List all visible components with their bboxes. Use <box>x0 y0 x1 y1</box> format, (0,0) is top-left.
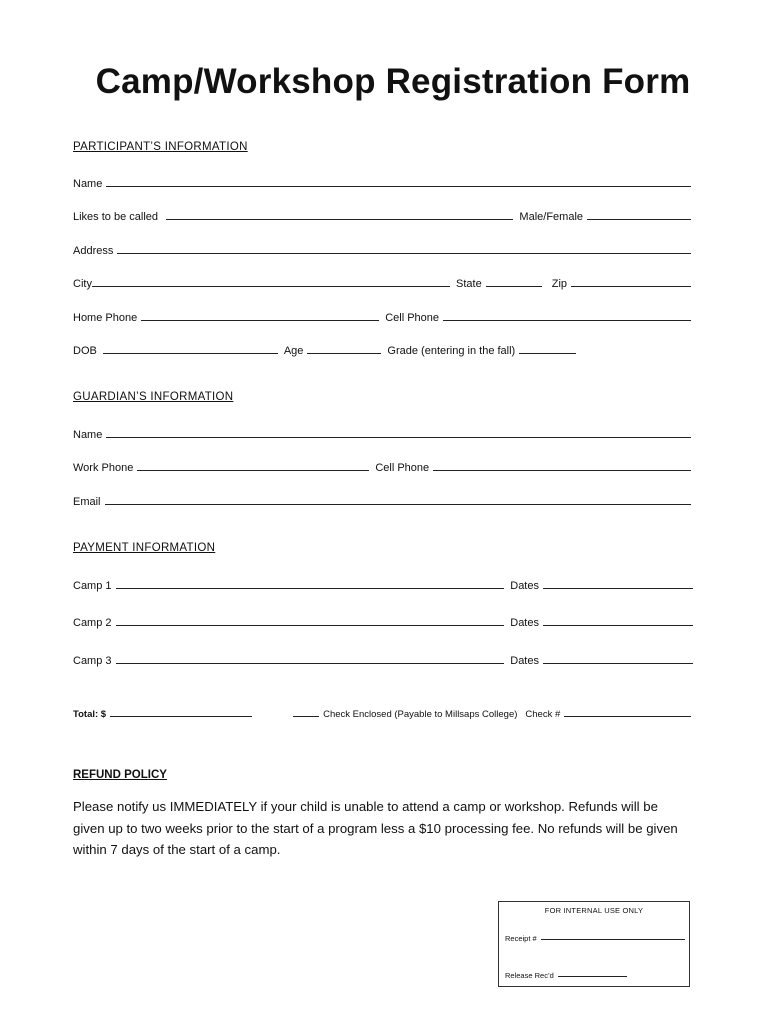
release-field[interactable] <box>558 976 627 977</box>
camp-row <box>73 613 693 629</box>
state-label: State <box>456 278 482 290</box>
address-label: Address <box>73 245 114 257</box>
participant-heading: PARTICIPANT’S INFORMATION <box>73 141 248 153</box>
home-phone-label: Home Phone <box>73 312 138 324</box>
participant-cell-phone-label: Cell Phone <box>385 312 440 324</box>
email-label: Email <box>73 496 101 508</box>
grade-label: Grade (entering in the fall) <box>387 345 516 357</box>
camp-2-label: Camp 2 <box>73 617 112 629</box>
participant-name-field[interactable] <box>106 186 691 187</box>
payment-heading: PAYMENT INFORMATION <box>73 542 216 554</box>
gender-label: Male/Female <box>519 211 583 223</box>
likes-field[interactable] <box>166 219 513 220</box>
camp-2-dates-field[interactable] <box>543 625 693 626</box>
zip-field[interactable] <box>571 286 691 287</box>
city-row <box>73 274 691 290</box>
camp-3-dates-field[interactable] <box>543 663 693 664</box>
check-number-label: Check # <box>525 709 561 720</box>
dob-row <box>73 341 593 357</box>
release-label: Release Rec’d <box>505 971 554 980</box>
dob-label: DOB <box>73 345 97 357</box>
camp-2-field[interactable] <box>116 625 505 626</box>
guardian-name-row <box>73 425 691 441</box>
check-number-field[interactable] <box>564 716 691 717</box>
address-field[interactable] <box>117 253 691 254</box>
refund-heading: REFUND POLICY <box>73 769 167 781</box>
age-label: Age <box>283 345 304 357</box>
receipt-field[interactable] <box>541 939 685 940</box>
total-field[interactable] <box>110 716 252 717</box>
email-row <box>73 492 691 508</box>
camp-1-dates-field[interactable] <box>543 588 693 589</box>
receipt-row <box>505 931 685 943</box>
page-title: Camp/Workshop Registration Form <box>95 62 691 101</box>
guardian-cell-phone-label: Cell Phone <box>375 462 430 474</box>
participant-cell-phone-field[interactable] <box>443 320 691 321</box>
guardian-name-label: Name <box>73 429 103 441</box>
internal-use-title: FOR INTERNAL USE ONLY <box>544 906 644 915</box>
work-phone-label: Work Phone <box>73 462 134 474</box>
city-field[interactable] <box>92 286 450 287</box>
camp-2-dates-label: Dates <box>510 617 539 629</box>
participant-phone-row <box>73 308 691 324</box>
participant-name-label: Name <box>73 178 103 190</box>
refund-text: Please notify us IMMEDIATELY if your child is unable to attend a camp or workshop. Refunds will be given up to two weeks prior to the start of a program less a $10 processing fee. No refunds will be given within 7 days of the start of a camp. <box>73 799 678 857</box>
gender-field[interactable] <box>587 219 691 220</box>
camp-3-dates-label: Dates <box>510 655 539 667</box>
total-row <box>73 704 691 720</box>
check-enclosed-label: Check Enclosed (Payable to Millsaps College) <box>323 709 518 720</box>
grade-field[interactable] <box>519 353 576 354</box>
guardian-name-field[interactable] <box>106 437 691 438</box>
age-field[interactable] <box>307 353 381 354</box>
receipt-label: Receipt # <box>505 934 537 943</box>
city-label: City <box>73 278 92 290</box>
home-phone-field[interactable] <box>141 320 379 321</box>
internal-use-box <box>498 901 690 987</box>
state-field[interactable] <box>486 286 542 287</box>
guardian-heading: GUARDIAN’S INFORMATION <box>73 391 234 403</box>
participant-name-row <box>73 174 691 190</box>
camp-1-label: Camp 1 <box>73 580 112 592</box>
email-field[interactable] <box>105 504 691 505</box>
dob-field[interactable] <box>103 353 278 354</box>
total-label: Total: $ <box>73 709 107 720</box>
likes-label: Likes to be called <box>73 211 158 223</box>
camp-1-dates-label: Dates <box>510 580 539 592</box>
camp-1-field[interactable] <box>116 588 505 589</box>
zip-label: Zip <box>551 278 567 290</box>
camp-3-field[interactable] <box>116 663 505 664</box>
guardian-cell-phone-field[interactable] <box>433 470 691 471</box>
guardian-phone-row <box>73 458 691 474</box>
check-enclosed-checkbox[interactable] <box>293 716 319 717</box>
address-row <box>73 241 691 257</box>
release-row <box>505 968 627 980</box>
camp-row <box>73 651 693 667</box>
work-phone-field[interactable] <box>137 470 369 471</box>
camp-3-label: Camp 3 <box>73 655 112 667</box>
camp-row <box>73 576 693 592</box>
likes-row <box>73 207 691 223</box>
